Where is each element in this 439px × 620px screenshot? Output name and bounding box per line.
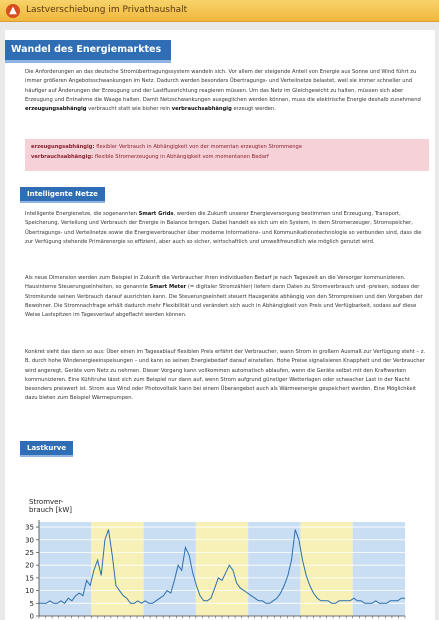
bold-term: Smart Meter	[149, 284, 187, 291]
paragraph-smart-meter	[25, 274, 430, 320]
y-axis-label: brauch [kW]	[29, 506, 72, 514]
text-run: erzeugt werden.	[231, 106, 276, 113]
y-axis-label: Stromver-	[29, 498, 64, 506]
paragraph-smart-grids	[25, 210, 430, 247]
y-tick-label: 15	[25, 574, 34, 583]
time-band	[248, 522, 300, 616]
bold-term: erzeugungsabhängig	[25, 106, 87, 113]
text-run: (= digitaler Stromzähler) liefern dann Daten zu Stromverbrauch und -preisen, sodass der Stromkunde seinen Verbrauch darauf ausrichten kann. Die Steuerungseinheit steuert Hausgeräte abhängig von den Strompreisen und den Vorgaben der Bewohner. Die Stromnachfrage erhält dadurch mehr Flexibilität und verändert sich auch in Abhängigkeit von Preis und Verfügbarkeit, sodass auf diese Weise Lastspitzen im Tagesverlauf abgeflacht werden können.	[25, 284, 423, 319]
time-band	[353, 522, 405, 616]
paragraph-konkret	[25, 348, 430, 404]
text-run: Die Anforderungen an das deutsche Stromübertragungssystem wandeln sich. Vor allem der steigende Anteil von Energie aus Sonne und Wind führt zu immer größeren Angebotsschwankungen im Netz. Dadurch werden besonders Übertragungs- und Verteilnetze belastet, weil sie immer schneller und häufiger auf Änderungen der Erzeugung und der Lastflussrichtung reagieren müssen. Um das Netz im Gleichgewicht zu halten, müssen sich aber Erzeugung und Entnahme die Waage halten. Damit Netzschwankungen ausgeglichen werden können, muss die elektrische Energie deshalb zunehmend	[25, 69, 421, 103]
text-run: Als neue Dimension werden zum Beispiel in Zukunft die Verbraucher ihren individuellen Bedarf je nach Tageszeit an die Versorger kommunizieren. Hausinterne Steuerungseinheiten, so genannte	[25, 275, 406, 291]
y-tick-label: 5	[29, 599, 34, 608]
y-tick-label: 10	[25, 587, 34, 596]
definition-erzeugungsabhaengig: erzeugungsabhängig: flexibler Verbrauch in Abhängigkeit von der momentan erzeugten Strommenge	[31, 144, 303, 150]
time-band	[144, 522, 196, 616]
app-icon: ▲	[6, 4, 20, 18]
bold-term: Smart Grids	[138, 211, 174, 217]
paragraph-energiemarkt	[25, 68, 430, 114]
text-run: verbraucht statt wie bisher rein	[86, 106, 172, 113]
text-run: Intelligente Energienetze, die sogenannten	[25, 211, 139, 217]
section-heading-energiemarkt: Wandel des Energiemarktes	[5, 40, 171, 60]
definition-box	[25, 139, 429, 171]
y-tick-label: 35	[25, 523, 34, 532]
window-titlebar	[0, 0, 439, 22]
y-tick-label: 20	[25, 561, 34, 570]
chart-svg	[5, 460, 435, 620]
text-run: Konkret sieht das dann so aus: Über einen im Tagesablauf flexiblen Preis erfährt der Verbraucher, wann Strom in großem Ausmaß zur Verfügung steht – z. B. durch hohe Windenergieeinspeisungen – und kann so seinen Energiebedarf darauf einstellen. Hohe Preise signalisieren Knappheit und der Verbraucher wird angeregt, Geräte vom Netz zu nehmen. Dieser Vorgang kann vollkommen automatisch ablaufen, wenn die Geräte selbst mit den Kraftwerken kommunizieren. Eine Kühltruhe lässt sich zum Beispiel nur dann auf, wenn Strom aufgrund günstiger Wetterlagen oder schwacher Last in der Nacht besonders preiswert ist. Strom aus Wind oder Photovoltaik kann bei einem Überangebot auch als Wärmeenergie gespeichert werden. Eine Möglichkeit dazu bieten zum Beispiel Wärmepumpen.	[25, 349, 426, 402]
y-tick-label: 25	[25, 548, 34, 557]
load-curve-chart	[5, 460, 435, 620]
section-heading-intelligente-netze: Intelligente Netze	[20, 187, 105, 201]
content-panel	[5, 30, 435, 620]
time-band	[196, 522, 248, 616]
section-heading-lastkurve: Lastkurve	[20, 441, 73, 455]
bold-term: verbrauchsabhängig	[171, 106, 232, 113]
definition-verbrauchsabhaengig: verbrauchsabhängig: flexible Stromerzeugung in Abhängigkeit vom momentanen Bedarf	[31, 153, 269, 160]
text-run: , werden die Zukunft unserer Energieversorgung bestimmen und Erzeugung, Transport, Speicherung, Verteilung und Verbrauch der Energie in Balance bringen. Dabei handelt es sich um ein System, in dem Stromerzeuger, Stromspeicher, Übertragungs- und Verteilnetze sowie die Energieverbraucher über moderne Informations- und Kommunikationstechnologie so verbunden sind, dass die zur Verfügung stehende Primärenergie so effizient, aber auch so sicher, wirtschaftlich und umweltfreundlich wie möglich genutzt wird.	[25, 211, 422, 245]
time-band	[300, 522, 352, 616]
y-tick-label: 30	[25, 536, 34, 545]
y-tick-label: 0	[29, 612, 34, 620]
window-title: Lastverschiebung im Privathaushalt	[26, 5, 188, 15]
